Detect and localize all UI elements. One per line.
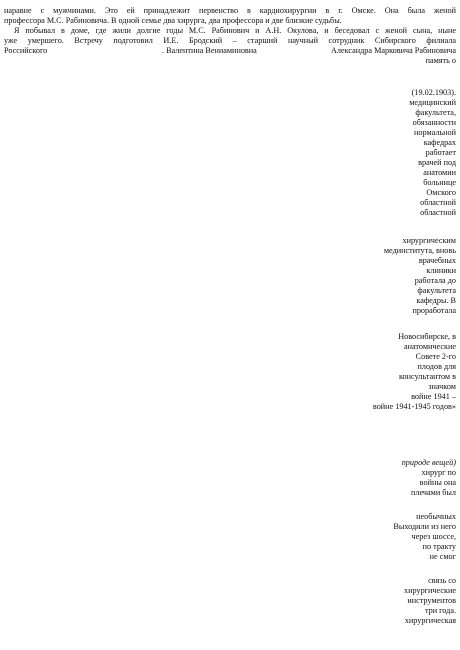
fragment: хирургические: [404, 586, 456, 595]
fragment-italic: природе вещей): [401, 458, 456, 467]
paragraph-1-line-1: наравне с мужчинами. Это ей принадлежит первенство в кардиохирургии в г. Омске. Она была женой: [4, 6, 456, 15]
paragraph-2: [4, 26, 456, 46]
fragment: по тракту: [422, 542, 456, 551]
fragment: необычных: [416, 512, 456, 521]
fragment: факультета,: [415, 108, 456, 117]
fragment: войны она: [419, 478, 456, 487]
paragraph-2-line-3-left: Российского: [4, 46, 48, 55]
fragment: клиники: [426, 266, 456, 275]
fragment: анатомии: [423, 168, 456, 177]
fragment: кафедры. В: [416, 296, 456, 305]
fragment: консультантом в: [399, 372, 456, 381]
fragment: обязанности: [412, 118, 456, 127]
paragraph-1: [4, 6, 456, 26]
fragment: (19.02.1903).: [411, 88, 456, 97]
fragment: мединститута, вновь: [383, 246, 456, 255]
fragment: плодов для: [417, 362, 456, 371]
fragment: областной: [420, 198, 456, 207]
fragment: Новосибирске, в: [398, 332, 456, 341]
fragment: Выходили из него: [393, 522, 456, 531]
paragraph-1-line-2: профессора М.С. Рабиновича. В одной семье два хирурга, два профессора и две близкие судьбы.: [4, 16, 342, 25]
fragment: через шоссе,: [411, 532, 456, 541]
fragment: не смог: [429, 552, 456, 561]
fragment: больнице: [423, 178, 456, 187]
fragment: анатомические: [404, 342, 456, 351]
paragraph-2-line-2: уже умершего. Встречу подготовил И.Е. Бродский – старший научный сотрудник Сибирского филиала: [4, 36, 456, 45]
fragment: память о: [425, 56, 456, 65]
fragment: Омского: [426, 188, 456, 197]
fragment: войне 1941 –: [411, 392, 456, 401]
fragment: нормальной: [414, 128, 456, 137]
fragment: связь со: [428, 576, 456, 585]
fragment: инструментов: [407, 596, 456, 605]
fragment: работала до: [414, 276, 456, 285]
fragment: войне 1941-1945 годов»: [372, 402, 456, 411]
paragraph-2-line-3-mid: . Валентина Вениаминовна: [162, 46, 257, 55]
fragment: врачей под: [418, 158, 456, 167]
fragment: плечами был: [410, 488, 456, 497]
fragment: Совете 2-го: [415, 352, 456, 361]
fragment: кафедрах: [423, 138, 456, 147]
paragraph-2-line-1: Я побывал в доме, где жили долгие годы М.С. Рабинович и А.Н. Окулова, и беседовал с женой сына, ныне: [14, 26, 456, 35]
fragment: хирургическим: [402, 236, 456, 245]
fragment: факультета: [417, 286, 456, 295]
fragment: проработала: [412, 306, 456, 315]
fragment: хирургическая: [404, 616, 456, 625]
fragment: три года.: [424, 606, 456, 615]
fragment: врачебных: [418, 256, 456, 265]
fragment: медицинский: [409, 98, 456, 107]
fragment: хирург по: [421, 468, 456, 477]
fragment: значком: [428, 382, 456, 391]
fragment: работает: [425, 148, 456, 157]
fragment: областной: [420, 208, 456, 217]
paragraph-2-line-3-right: Александра Марковича Рабиновича: [330, 46, 456, 55]
